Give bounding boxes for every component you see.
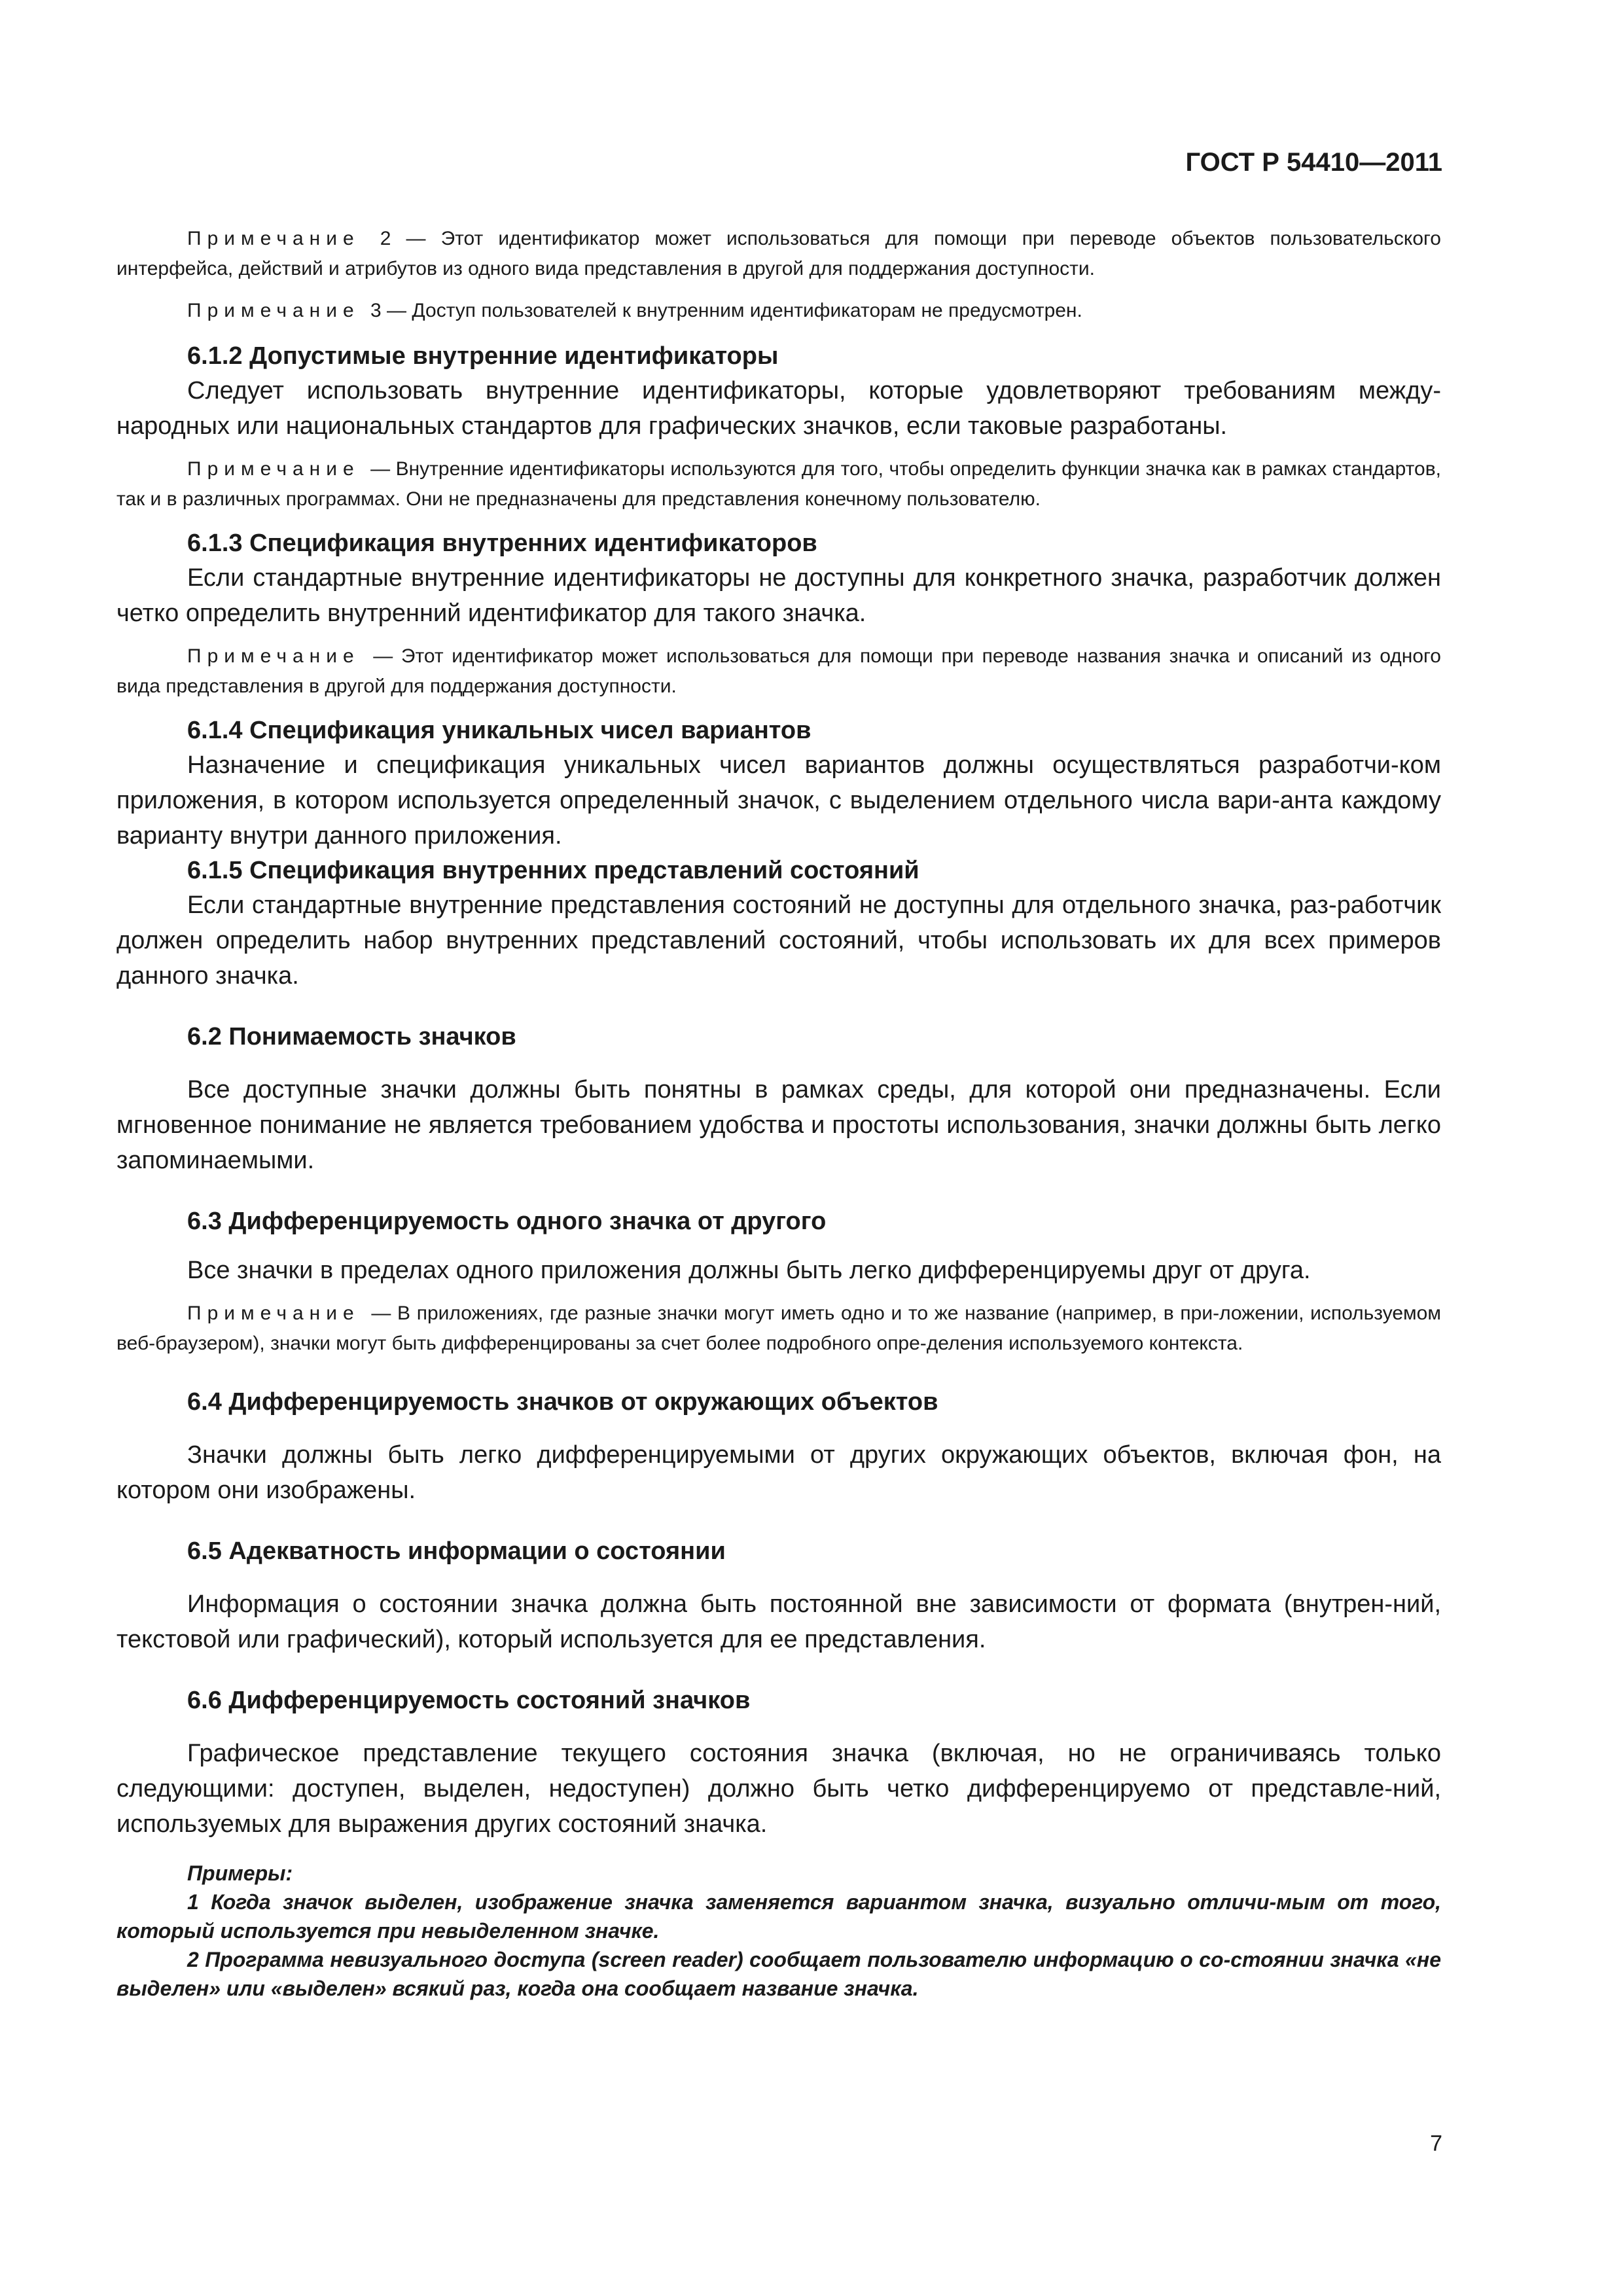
section-text-6-6: Графическое представление текущего состояния значка (включая, но не ограничиваясь только следующими: доступен, выделен, недоступен) должно быть четко дифференцируемо от представле-ний, используемых для выражения других состояний значка.	[116, 1740, 1441, 1838]
note-text: — Внутренние идентификаторы используются для того, чтобы определить функции значка как в рамках стандартов, так и в различных программах. Они не предназначены для представления конечному пользователю.	[116, 458, 1441, 510]
section-text-6-2: Все доступные значки должны быть понятны в рамках среды, для которой они предназначены. Если мгновенное понимание не является требованием удобства и простоты использования, значки должны быть легко запоминаемыми.	[116, 1076, 1441, 1174]
note-label: Примечание	[187, 300, 360, 321]
section-heading-6-1-5: 6.1.5 Спецификация внутренних представлений состояний	[187, 857, 919, 884]
section-text-6-5: Информация о состоянии значка должна быть постоянной вне зависимости от формата (внутрен-ний, текстовой или графический), который используется для ее представления.	[116, 1590, 1441, 1653]
section-heading-6-1-4: 6.1.4 Спецификация уникальных чисел вариантов	[187, 717, 812, 744]
section-heading-6-1-2: 6.1.2 Допустимые внутренние идентификаторы	[187, 342, 779, 370]
section-heading-6-1-3: 6.1.3 Спецификация внутренних идентификаторов	[187, 529, 817, 557]
section-heading-6-4: 6.4 Дифференцируемость значков от окружающих объектов	[187, 1388, 938, 1416]
section-heading-6-3: 6.3 Дифференцируемость одного значка от другого	[187, 1208, 827, 1235]
example-item: 2 Программа невизуального доступа (screen reader) сообщает пользователю информацию о со-стоянии значка «не выделен» или «выделен» всякий раз, когда она сообщает название значка.	[116, 1948, 1441, 2000]
section-heading-6-5: 6.5 Адекватность информации о состоянии	[187, 1537, 726, 1565]
note-label: Примечание	[187, 228, 360, 249]
note-text: — В приложениях, где разные значки могут иметь одно и то же название (например, в при-ложении, используемом веб-браузером), значки могут быть дифференцированы за счет более подробного опре-деления используемого контекста.	[116, 1302, 1441, 1354]
note-6-3	[116, 1299, 1441, 1359]
note-2	[116, 224, 1441, 284]
note-text: 2 — Этот идентификатор может использоваться для помощи при переводе объектов пользовательского интерфейса, действий и атрибутов из одного вида представления в другой для поддержания доступности.	[116, 228, 1441, 279]
note-label: Примечание	[187, 1302, 360, 1324]
section-heading-6-2: 6.2 Понимаемость значков	[187, 1023, 516, 1050]
section-text-6-1-5: Если стандартные внутренние представления состояний не доступны для отдельного значка, раз-работчик должен определить набор внутренних представлений состояний, чтобы использовать их для всех примеров данного значка.	[116, 891, 1441, 990]
note-3	[116, 296, 1441, 326]
note-6-1-2	[116, 454, 1441, 514]
section-heading-6-6: 6.6 Дифференцируемость состояний значков	[187, 1687, 751, 1714]
note-label: Примечание	[187, 458, 360, 480]
note-text: 3 — Доступ пользователей к внутренним идентификаторам не предусмотрен.	[370, 300, 1082, 321]
document-header: ГОСТ Р 54410—2011	[1185, 148, 1442, 177]
section-text-6-3: Все значки в пределах одного приложения должны быть легко дифференцируемы друг от друга.	[187, 1257, 1311, 1284]
note-6-1-3	[116, 641, 1441, 702]
section-text-6-1-3: Если стандартные внутренние идентификаторы не доступны для конкретного значка, разработчик должен четко определить внутренний идентификатор для такого значка.	[116, 564, 1441, 627]
example-item: 1 Когда значок выделен, изображение значка заменяется вариантом значка, визуально отличи-мым от того, который используется при невыделенном значке.	[116, 1890, 1441, 1943]
section-text-6-4: Значки должны быть легко дифференцируемыми от других окружающих объектов, включая фон, на котором они изображены.	[116, 1441, 1441, 1504]
section-text-6-1-2: Следует использовать внутренние идентификаторы, которые удовлетворяют требованиям между-народных или национальных стандартов для графических значков, если таковые разработаны.	[116, 377, 1441, 440]
document-body	[116, 224, 1441, 2003]
examples-heading: Примеры:	[187, 1861, 293, 1885]
note-text: — Этот идентификатор может использоваться для помощи при переводе названия значка и описаний из одного вида представления в другой для поддержания доступности.	[116, 645, 1441, 697]
section-text-6-1-4: Назначение и спецификация уникальных чисел вариантов должны осуществляться разработчи-ком приложения, в котором используется определенный значок, с выделением отдельного числа вари-анта каждому варианту внутри данного приложения.	[116, 751, 1441, 850]
page-number: 7	[1430, 2131, 1442, 2156]
note-label: Примечание	[187, 645, 360, 667]
